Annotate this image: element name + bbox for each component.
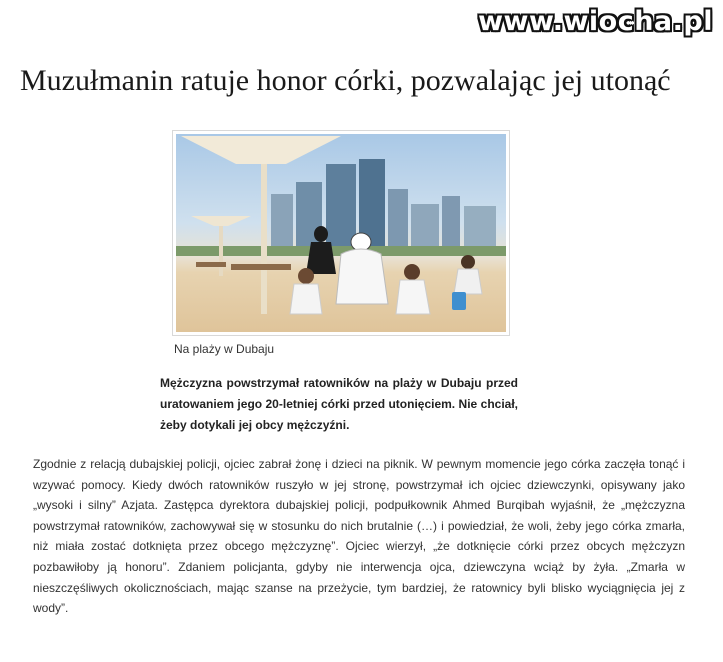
image-caption: Na plaży w Dubaju xyxy=(174,342,275,356)
beach-scene-illustration xyxy=(176,134,506,332)
beach-photo xyxy=(176,134,506,332)
article-body: Zgodnie z relacją dubajskiej policji, ojciec zabrał żonę i dzieci na piknik. W pewnym momencie jego córka zaczęła tonąć i wzywać pomocy. Kiedy dwóch ratowników ruszyło w jej stronę, powstrzymał ich ojciec dziewczynki, opisywany jako „wysoki i silny” Azjata. Zastępca dyrektora dubajskiej policji, podpułkownik Ahmed Burqibah wyjaśnił, że „mężczyzna powstrzymał ratowników, zachowywał się w stosunku do nich brutalnie (…) i powiedział, że woli, żeby jego córka zmarła, niż miała zostać dotknięta przez obcego mężczyznę”. Ojciec wierzył, „że dotknięcie córki przez obcych mężczyzn pozbawiłoby ją honoru”. Zdaniem policjanta, gdyby nie interwencja ojca, dziewczyna wciąż by żyła. „Zmarła w nieszczęśliwych okolicznościach, mając szanse na przeżycie, tym bardziej, że ratownicy byli blisko wyciągnięcia jej z wody”. xyxy=(33,457,685,616)
article-photo-frame xyxy=(172,130,510,336)
watermark-logo: www.wiocha.pl xyxy=(478,6,713,37)
article-headline: Muzułmanin ratuje honor córki, pozwalając jej utonąć xyxy=(20,64,671,97)
article-lead: Mężczyzna powstrzymał ratowników na plaży w Dubaju przed uratowaniem jego 20-letniej córki przed utonięciem. Nie chciał, żeby dotykali jej obcy mężczyźni. xyxy=(160,376,518,432)
